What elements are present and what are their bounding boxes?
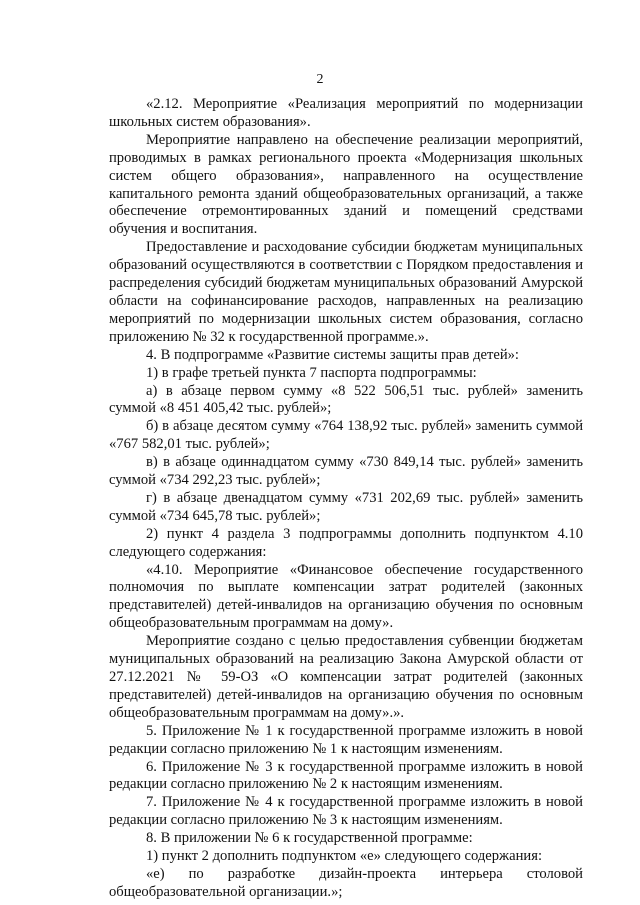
paragraph-item-4-1-v: в) в абзаце одиннадцатом сумму «730 849,14 тыс. рублей» заменить суммой «734 292,23 тыс. рублей»;: [109, 454, 583, 489]
paragraph-item-6: 6. Приложение № 3 к государственной программе изложить в новой редакции согласно приложению № 2 к настоящим изменениям.: [109, 758, 583, 793]
document-body: [109, 96, 583, 902]
paragraph-2-12-subsidy: Предоставление и расходование субсидии бюджетам муниципальных образований осуществляются в соответствии с Порядком предоставления и распределения субсидий бюджетам муниципальных образований Амурской области на софинансирование расходов, направленных на реализацию мероприятий по модернизации школьных систем образования, согласно приложению № 32 к государственной программе.».: [109, 239, 583, 345]
paragraph-item-8-1: 1) пункт 2 дополнить подпунктом «е» следующего содержания:: [146, 848, 542, 865]
paragraph-2-12-title: «2.12. Мероприятие «Реализация мероприятий по модернизации школьных систем образования».: [109, 96, 583, 130]
paragraph-item-8: 8. В приложении № 6 к государственной программе:: [146, 830, 473, 847]
paragraph-2-12-purpose: Мероприятие направлено на обеспечение реализации мероприятий, проводимых в рамках регионального проекта «Модернизация школьных систем общего образования», направленного на осуществление капитального ремонта зданий общеобразовательных организаций, а также обеспечение отремонтированных зданий и помещений средствами обучения и воспитания.: [109, 131, 583, 238]
paragraph-item-5: 5. Приложение № 1 к государственной программе изложить в новой редакции согласно приложению № 1 к настоящим изменениям.: [109, 722, 583, 757]
paragraph-item-4: 4. В подпрограмме «Развитие системы защиты прав детей»:: [146, 346, 519, 363]
paragraph-4-10-title: «4.10. Мероприятие «Финансовое обеспечение государственного полномочия по выплате компенсации затрат родителей (законных представителей) детей-инвалидов на организацию обучения по основным общеобразовательным программам на дому».: [109, 561, 583, 632]
paragraph-item-8-1-e: «е) по разработке дизайн-проекта интерьера столовой общеобразовательной организации.»;: [109, 865, 583, 900]
page-number: 2: [316, 72, 324, 87]
paragraph-4-10-body: Мероприятие создано с целью предоставления субвенции бюджетам муниципальных образований на реализацию Закона Амурской области от 27.12.2021 № 59-ОЗ «О компенсации затрат родителей (законных представителей) детей-инвалидов на организацию обучения по основным общеобразовательным программам на дому».».: [109, 633, 583, 721]
paragraph-item-4-1-a: а) в абзаце первом сумму «8 522 506,51 тыс. рублей» заменить суммой «8 451 405,42 тыс. рублей»;: [109, 382, 583, 417]
paragraph-item-4-1-g: г) в абзаце двенадцатом сумму «731 202,69 тыс. рублей» заменить суммой «734 645,78 тыс. рублей»;: [109, 489, 583, 524]
paragraph-item-7: 7. Приложение № 4 к государственной программе изложить в новой редакции согласно приложению № 3 к настоящим изменениям.: [109, 794, 583, 829]
paragraph-item-4-1: 1) в графе третьей пункта 7 паспорта подпрограммы:: [146, 364, 477, 381]
paragraph-item-4-2: 2) пункт 4 раздела 3 подпрограммы дополнить подпунктом 4.10 следующего содержания:: [109, 525, 583, 560]
paragraph-item-4-1-b: б) в абзаце десятом сумму «764 138,92 тыс. рублей» заменить суммой «767 582,01 тыс. рублей»;: [109, 418, 583, 453]
